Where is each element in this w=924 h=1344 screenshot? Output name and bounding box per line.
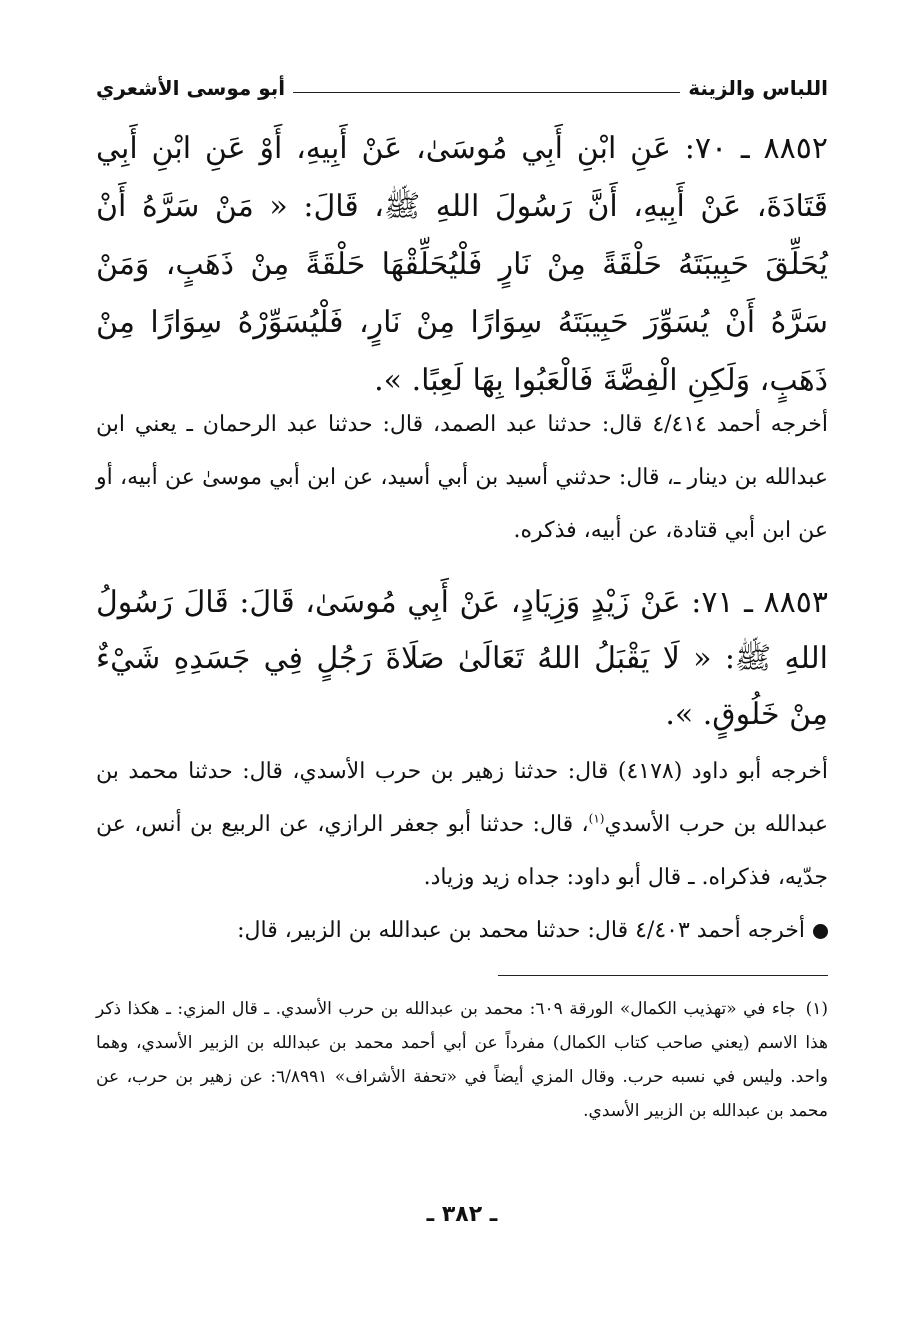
book-title: أبو موسى الأشعري: [96, 76, 286, 100]
header-rule: [293, 92, 680, 93]
takhrij-text-cont: ، قال: حدثنا أبو جعفر الرازي، عن الربيع بن أنس، عن جدّيه، فذكراه. ـ قال أبو داود: جداه زيد وزياد.: [96, 812, 828, 890]
page-number: ـ ٣٨٢ ـ: [426, 1202, 498, 1227]
hadith-matn: « لَا يَقْبَلُ اللهُ تَعَالَىٰ صَلَاةَ رَجُلٍ فِي جَسَدِهِ شَيْءٌ مِنْ خَلُوقٍ. ».: [96, 641, 828, 732]
running-header: [96, 76, 828, 100]
bullet-icon: [813, 924, 828, 939]
hadith-matn: « مَنْ سَرَّهُ أَنْ يُحَلِّقَ حَبِيبَتَهُ حَلْقَةً مِنْ نَارٍ فَلْيُحَلِّقْهَا حَلْقَةً مِنْ ذَهَبٍ، وَمَنْ سَرَّهُ أَنْ يُسَوِّرَ حَبِيبَتَهُ سِوَارًا مِنْ نَارٍ، فَلْيُسَوِّرْهُ سِوَارًا مِنْ ذَهَبٍ، وَلَكِنِ الْفِضَّةَ فَالْعَبُوا بِهَا لَعِبًا. ».: [96, 189, 828, 398]
footnote: [96, 992, 828, 1128]
chapter-title: اللباس والزينة: [688, 76, 828, 100]
hadith-isnad: ٨٨٥٣ ـ ٧١: عَنْ زَيْدٍ وَزِيَادٍ، عَنْ أَبِي مُوسَىٰ، قَالَ: قَالَ رَسُولُ اللهِ ﷺ:: [96, 585, 828, 676]
takhrij-bullet-text: أخرجه أحمد ٤/٤٠٣ قال: حدثنا محمد بن عبدالله بن الزبير، قال:: [237, 918, 805, 943]
hadith-isnad: ٨٨٥٢ ـ ٧٠: عَنِ ابْنِ أَبِي مُوسَىٰ، عَنْ أَبِيهِ، أَوْ عَنِ ابْنِ أَبِي قَتَادَةَ، عَنْ أَبِيهِ، أَنَّ رَسُولَ اللهِ ﷺ، قَالَ:: [96, 131, 828, 224]
takhrij-text: أخرجه أبو داود (٤١٧٨) قال: حدثنا زهير بن حرب الأسدي، قال: حدثنا محمد بن عبدالله بن حرب الأسدي: [96, 759, 828, 837]
takhrij-8853: [96, 745, 828, 957]
hadith-8852: [96, 120, 828, 410]
footnote-number: (١): [805, 999, 829, 1019]
hadith-8853: [96, 575, 828, 743]
footnote-text: جاء في «تهذيب الكمال» الورقة ٦٠٩: محمد بن عبدالله بن حرب الأسدي. ـ قال المزي: ـ هكذا ذكر هذا الاسم (يعني صاحب كتاب الكمال) مفرداً عن أبي أحمد محمد بن عبدالله بن الزبير الأسدي، وهما واحد. وليس في نسبه حرب. وقال المزي أيضاً في «تحفة الأشراف» ٦/٨٩٩١: عن زهير بن حرب، عن محمد بن عبدالله بن الزبير الأسدي.: [96, 999, 828, 1121]
footnote-ref[interactable]: (١): [588, 811, 605, 826]
takhrij-text: أخرجه أحمد ٤/٤١٤ قال: حدثنا عبد الصمد، قال: حدثنا عبد الرحمان ـ يعني ابن عبدالله بن دينار ـ، قال: حدثني أسيد بن أبي أسيد، عن ابن أبي موسىٰ عن أبيه، أو عن ابن أبي قتادة، عن أبيه، فذكره.: [96, 412, 828, 543]
takhrij-8852: [96, 398, 828, 557]
footnote-separator: [498, 975, 828, 976]
